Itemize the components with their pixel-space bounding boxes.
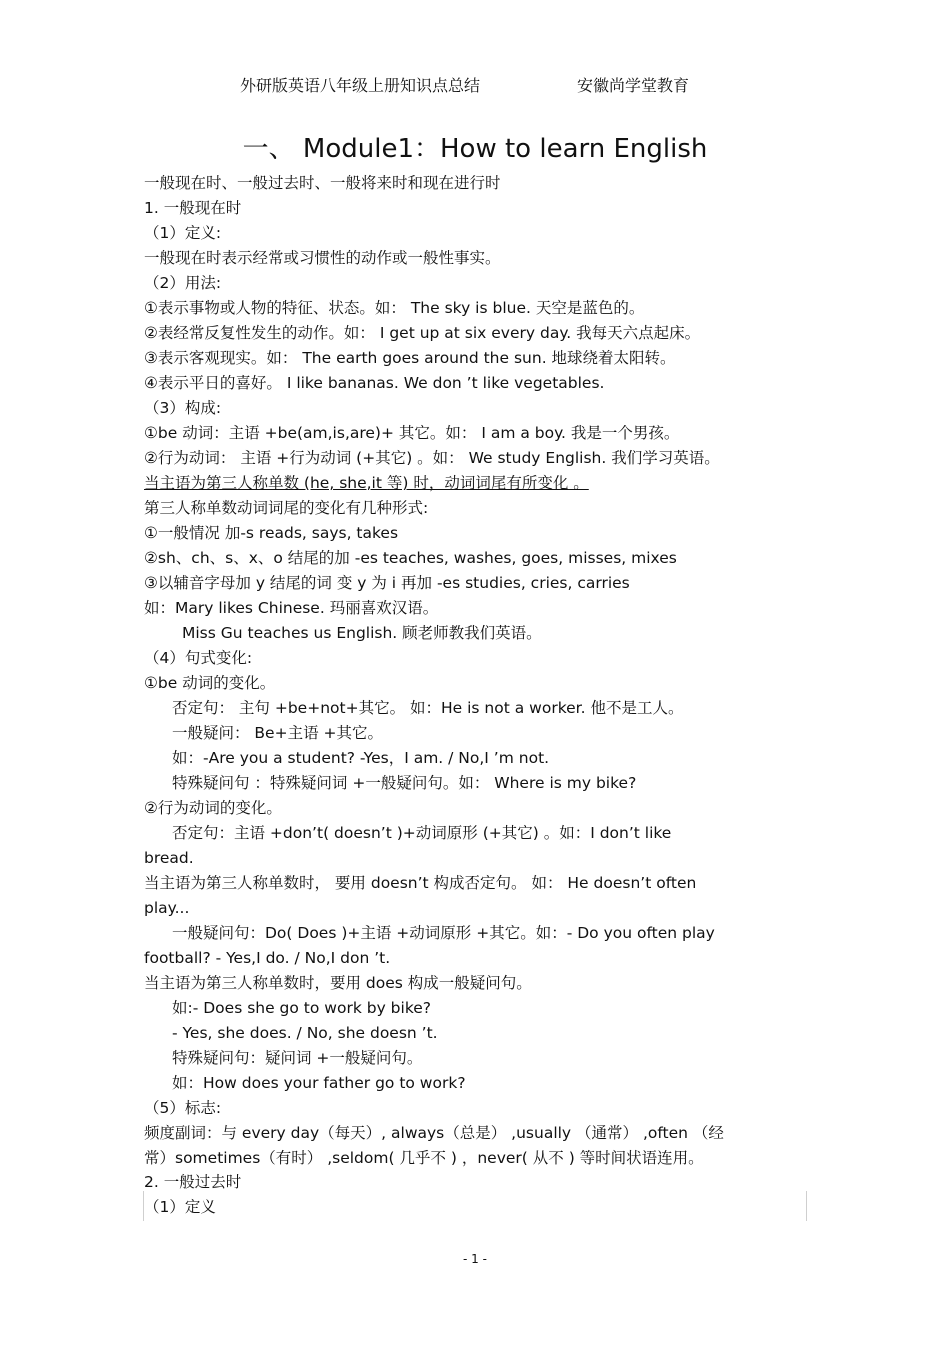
text-line: - Yes, she does. / No, she doesn ’t. — [172, 1024, 438, 1042]
text-line: ③表示客观现实。如： The earth goes around the sun. 地球绕着太阳转。 — [144, 349, 676, 367]
text-line: 第三人称单数动词词尾的变化有几种形式: — [144, 499, 429, 517]
text-line: ①表示事物或人物的特征、状态。如： The sky is blue. 天空是蓝色的。 — [144, 299, 645, 317]
text-line: （3）构成: — [144, 399, 222, 417]
text-line-underlined: 当主语为第三人称单数 (he, she,it 等) 时，动词词尾有所变化 。 — [144, 474, 589, 492]
text-line: 如:- Does she go to work by bike? — [172, 999, 432, 1017]
text-line: 一般疑问句：Do( Does )+主语 +动词原形 +其它。如：- Do you often play — [172, 924, 715, 942]
text-line: 否定句：主语 +don’t( doesn’t )+动词原形 (+其它) 。如：I don’t like — [172, 824, 672, 842]
text-line: ②表经常反复性发生的动作。如： I get up at six every day. 我每天六点起床。 — [144, 324, 701, 342]
text-line: 如：Mary likes Chinese. 玛丽喜欢汉语。 — [144, 599, 439, 617]
module-title: 一、 Module1：How to learn English — [242, 134, 708, 164]
text-line: ④表示平日的喜好。 I like bananas. We don ’t like vegetables. — [144, 374, 605, 392]
text-line: 频度副词：与 every day（每天）, always（总是） ,usually （通常） ,often （经 — [144, 1124, 724, 1142]
text-line: ③以辅音字母加 y 结尾的词 变 y 为 i 再加 -es studies, cries, carries — [144, 574, 630, 592]
text-line: 特殊疑问句：疑问词 +一般疑问句。 — [172, 1049, 423, 1067]
text-line: 一般疑问： Be+主语 +其它。 — [172, 724, 383, 742]
text-line: （1）定义: — [144, 224, 222, 242]
page-number: - 1 - — [463, 1252, 487, 1266]
text-line: ①be 动词：主语 +be(am,is,are)+ 其它。如： I am a boy. 我是一个男孩。 — [144, 424, 680, 442]
text-line: 一般现在时、一般过去时、一般将来时和现在进行时 — [144, 174, 501, 192]
text-line: 常）sometimes（有时） ,seldom( 几乎不 ) ，never( 从不 ) 等时间状语连用。 — [144, 1149, 704, 1167]
text-line: ②行为动词的变化。 — [144, 799, 282, 817]
text-line: 1. 一般现在时 — [144, 199, 242, 217]
text-line: Miss Gu teaches us English. 顾老师教我们英语。 — [182, 624, 542, 642]
text-line: play... — [144, 899, 190, 917]
header-right: 安徽尚学堂教育 — [577, 76, 690, 95]
text-box-right-border — [806, 1191, 807, 1221]
text-line: 如：-Are you a student? -Yes，I am. / No,I ’m not. — [172, 749, 550, 767]
text-line: 否定句： 主句 +be+not+其它。 如：He is not a worker. 他不是工人。 — [172, 699, 684, 717]
text-line: 如：How does your father go to work? — [172, 1074, 466, 1092]
text-line: ②sh、ch、s、x、o 结尾的加 -es teaches, washes, goes, misses, mixes — [144, 549, 677, 567]
text-line: 当主语为第三人称单数时， 要用 doesn’t 构成否定句。 如： He doesn’t often — [144, 874, 697, 892]
text-line: （4）句式变化: — [144, 649, 253, 667]
text-line: 一般现在时表示经常或习惯性的动作或一般性事实。 — [144, 249, 501, 267]
text-line: football? - Yes,I do. / No,I don ’t. — [144, 949, 391, 967]
text-box-left-border — [143, 1191, 144, 1221]
text-line: 特殊疑问句 ：特殊疑问词 +一般疑问句。如： Where is my bike? — [172, 774, 637, 792]
text-line: （1）定义 — [144, 1198, 216, 1216]
text-line: bread. — [144, 849, 194, 867]
text-line: （2）用法: — [144, 274, 222, 292]
text-line: ①be 动词的变化。 — [144, 674, 276, 692]
text-line: 2. 一般过去时 — [144, 1173, 242, 1191]
header-left: 外研版英语八年级上册知识点总结 — [240, 76, 481, 95]
text-line: ①一般情况 加-s reads, says, takes — [144, 524, 399, 542]
text-line: 当主语为第三人称单数时，要用 does 构成一般疑问句。 — [144, 974, 532, 992]
text-line: （5）标志: — [144, 1099, 222, 1117]
text-line: ②行为动词： 主语 +行为动词 (+其它) 。如： We study English. 我们学习英语。 — [144, 449, 720, 467]
